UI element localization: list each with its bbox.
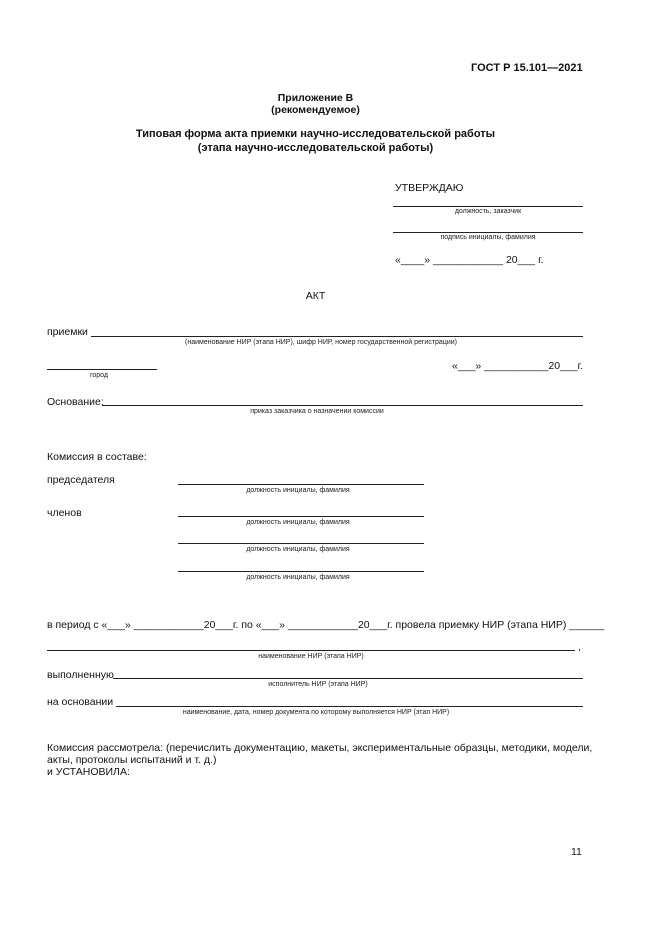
nir-name-line[interactable] bbox=[47, 650, 575, 651]
members-label: членов bbox=[47, 507, 82, 519]
basis-label: Основание: bbox=[47, 396, 104, 408]
member-caption-2: должность инициалы, фамилия bbox=[246, 546, 350, 553]
doc-basis-line[interactable] bbox=[116, 706, 583, 707]
form-title-line1: Типовая форма акта приемки научно-исследовательской работы bbox=[135, 128, 496, 140]
approve-signature-line[interactable] bbox=[393, 232, 583, 233]
appendix-status: (рекомендуемое) bbox=[271, 104, 360, 116]
standard-number: ГОСТ Р 15.101—2021 bbox=[471, 62, 583, 74]
review-line1: Комиссия рассмотрела: (перечислить документацию, макеты, экспериментальные образцы, методики, модели, bbox=[47, 742, 593, 754]
member-line-3[interactable] bbox=[178, 571, 424, 572]
nir-name-comma: , bbox=[578, 641, 581, 653]
city-line[interactable] bbox=[47, 369, 157, 370]
acceptance-label: приемки bbox=[47, 326, 88, 338]
form-title-line2: (этапа научно-исследовательской работы) bbox=[197, 142, 434, 154]
performer-line[interactable] bbox=[113, 678, 583, 679]
chair-caption: должность инициалы, фамилия bbox=[246, 487, 350, 494]
appendix-title: Приложение В bbox=[277, 92, 354, 104]
chair-line[interactable] bbox=[178, 484, 424, 485]
doc-basis-caption: наименование, дата, номер документа по которому выполняется НИР (этап НИР) bbox=[182, 709, 450, 716]
member-caption-1: должность инициалы, фамилия bbox=[246, 519, 350, 526]
approve-signature-caption: подпись инициалы, фамилия bbox=[440, 234, 536, 241]
review-line3: и УСТАНОВИЛА: bbox=[47, 766, 130, 778]
performer-caption: исполнитель НИР (этапа НИР) bbox=[268, 681, 368, 688]
acceptance-caption: (наименование НИР (этапа НИР), шифр НИР, номер государственной регистрации) bbox=[185, 339, 457, 346]
approve-position-line[interactable] bbox=[393, 206, 583, 207]
act-date: «___» ___________20___г. bbox=[452, 360, 584, 372]
approve-date: «____» ____________ 20___ г. bbox=[395, 254, 544, 266]
review-line2: акты, протоколы испытаний и т. д.) bbox=[47, 754, 217, 766]
member-line-1[interactable] bbox=[178, 516, 424, 517]
performed-label: выполненную bbox=[47, 669, 114, 681]
approve-label: УТВЕРЖДАЮ bbox=[395, 182, 464, 194]
commission-title: Комиссия в составе: bbox=[47, 451, 147, 463]
page-number: 11 bbox=[571, 846, 582, 858]
act-title: АКТ bbox=[305, 290, 326, 302]
approve-position-caption: должность, заказчик bbox=[454, 208, 522, 215]
basis-line[interactable] bbox=[102, 405, 583, 406]
member-line-2[interactable] bbox=[178, 543, 424, 544]
doc-basis-label: на основании bbox=[47, 696, 114, 708]
acceptance-line[interactable] bbox=[91, 336, 583, 337]
chair-label: председателя bbox=[47, 474, 115, 486]
period-text: в период с «___» ____________20___г. по «___» ____________20___г. провела приемку НИР (этапа НИР) ______ bbox=[47, 619, 605, 631]
city-caption: город bbox=[90, 372, 109, 379]
basis-caption: приказ заказчика о назначении комиссии bbox=[250, 408, 384, 415]
member-caption-3: должность инициалы, фамилия bbox=[246, 574, 350, 581]
nir-name-caption: наименование НИР (этапа НИР) bbox=[258, 653, 364, 660]
